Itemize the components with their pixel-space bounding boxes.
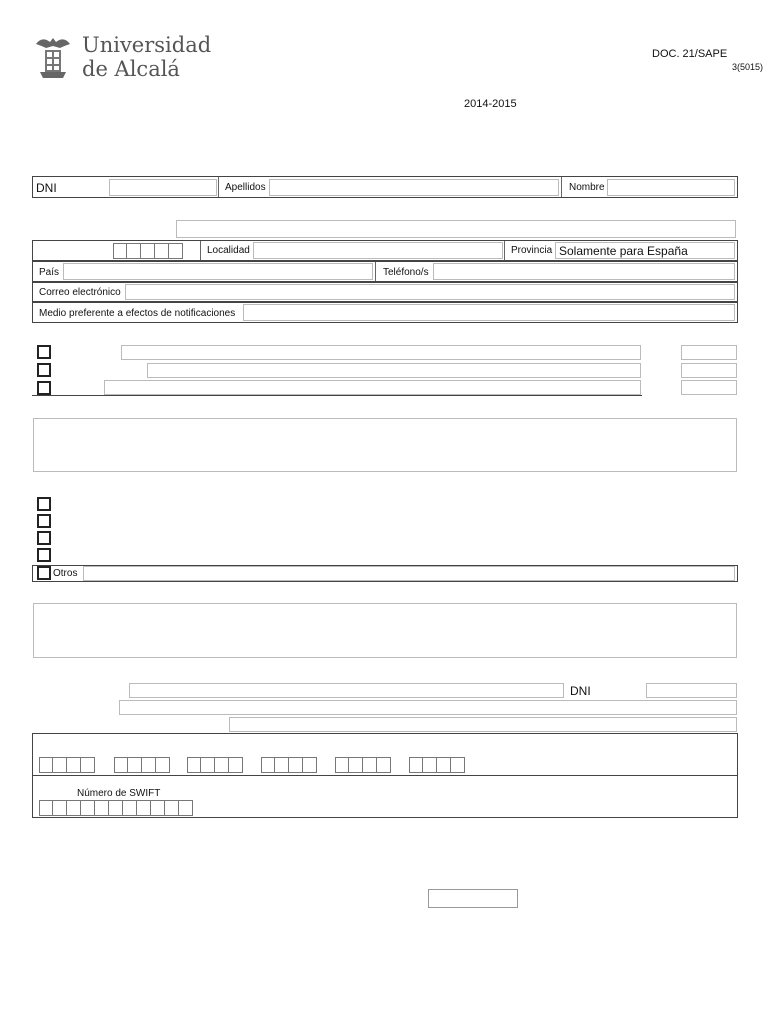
studies-input-2[interactable]	[147, 363, 641, 378]
province-value: Solamente para España	[559, 244, 688, 258]
digit-box[interactable]	[303, 757, 317, 773]
digit-box[interactable]	[187, 757, 201, 773]
digit-box[interactable]	[39, 800, 53, 816]
row-divider	[200, 241, 201, 260]
digit-box[interactable]	[114, 757, 128, 773]
studies-input-1[interactable]	[121, 345, 641, 360]
email-label: Correo electrónico	[39, 287, 121, 298]
email-input[interactable]	[125, 284, 735, 300]
digit-box[interactable]	[335, 757, 349, 773]
digit-box[interactable]	[151, 800, 165, 816]
digit-box[interactable]	[377, 757, 391, 773]
digit-box[interactable]	[155, 243, 169, 259]
iban-group-3[interactable]	[187, 757, 243, 773]
studies-side-input-1[interactable]	[681, 345, 737, 360]
iban-group-6[interactable]	[409, 757, 465, 773]
postal-code-boxes[interactable]	[113, 243, 183, 259]
studies-checkbox-2[interactable]	[37, 363, 51, 377]
iban-group-4[interactable]	[261, 757, 317, 773]
digit-box[interactable]	[201, 757, 215, 773]
digit-box[interactable]	[81, 800, 95, 816]
iban-group-5[interactable]	[335, 757, 391, 773]
holder-dni-label: DNI	[570, 684, 591, 698]
row-divider	[375, 262, 376, 281]
notification-row	[32, 302, 738, 323]
digit-box[interactable]	[141, 243, 155, 259]
iban-group-1[interactable]	[39, 757, 95, 773]
digit-box[interactable]	[437, 757, 451, 773]
digit-box[interactable]	[409, 757, 423, 773]
digit-box[interactable]	[179, 800, 193, 816]
row-divider	[561, 177, 562, 197]
reason-checkbox-2[interactable]	[37, 514, 51, 528]
locality-label: Localidad	[207, 245, 250, 256]
studies-input-3[interactable]	[104, 380, 641, 395]
personal-data-row	[32, 176, 738, 198]
notification-label: Medio preferente a efectos de notificaciones	[39, 308, 236, 319]
digit-box[interactable]	[67, 757, 81, 773]
surnames-input[interactable]	[269, 179, 559, 196]
address-input[interactable]	[176, 220, 736, 238]
studies-checkbox-3[interactable]	[37, 381, 51, 395]
province-label: Provincia	[511, 245, 553, 256]
digit-box[interactable]	[229, 757, 243, 773]
locality-row	[32, 240, 738, 261]
digit-box[interactable]	[39, 757, 53, 773]
digit-box[interactable]	[137, 800, 151, 816]
dni-label: DNI	[36, 181, 57, 195]
university-name-line1: Universidad	[82, 33, 212, 57]
other-reason-row	[32, 565, 738, 582]
locality-input[interactable]	[253, 242, 503, 259]
digit-box[interactable]	[109, 800, 123, 816]
reason-checkbox-4[interactable]	[37, 548, 51, 562]
other-reason-checkbox[interactable]	[37, 566, 51, 580]
digit-box[interactable]	[113, 243, 127, 259]
studies-side-input-3[interactable]	[681, 380, 737, 395]
digit-box[interactable]	[53, 757, 67, 773]
digit-box[interactable]	[123, 800, 137, 816]
bank-name-input[interactable]	[119, 700, 737, 715]
row-divider	[218, 177, 219, 197]
observations-textarea[interactable]	[33, 603, 737, 658]
bank-account-box	[32, 733, 738, 818]
digit-box[interactable]	[128, 757, 142, 773]
digit-box[interactable]	[215, 757, 229, 773]
holder-name-input[interactable]	[129, 683, 564, 698]
divider-line	[33, 775, 737, 776]
digit-box[interactable]	[261, 757, 275, 773]
academic-year: 2014-2015	[464, 98, 517, 110]
holder-dni-input[interactable]	[646, 683, 737, 698]
date-input[interactable]	[428, 889, 518, 908]
phone-input[interactable]	[433, 263, 735, 280]
country-row	[32, 261, 738, 282]
swift-boxes[interactable]	[39, 800, 193, 816]
digit-box[interactable]	[289, 757, 303, 773]
doc-code: DOC. 21/SAPE	[652, 48, 728, 60]
digit-box[interactable]	[349, 757, 363, 773]
swift-label: Número de SWIFT	[77, 788, 161, 799]
reason-checkbox-1[interactable]	[37, 497, 51, 511]
digit-box[interactable]	[142, 757, 156, 773]
university-name-line2: de Alcalá	[82, 57, 180, 81]
phone-label: Teléfono/s	[383, 267, 429, 278]
iban-group-2[interactable]	[114, 757, 170, 773]
reason-checkbox-3[interactable]	[37, 531, 51, 545]
digit-box[interactable]	[363, 757, 377, 773]
dni-input[interactable]	[109, 179, 217, 196]
digit-box[interactable]	[169, 243, 183, 259]
province-input[interactable]	[555, 242, 735, 259]
digit-box[interactable]	[275, 757, 289, 773]
surnames-label: Apellidos	[225, 182, 266, 193]
crest-icon	[30, 34, 76, 80]
digit-box[interactable]	[67, 800, 81, 816]
digit-box[interactable]	[165, 800, 179, 816]
email-row	[32, 282, 738, 302]
studies-side-input-2[interactable]	[681, 363, 737, 378]
bank-address-input[interactable]	[229, 717, 737, 732]
digit-box[interactable]	[127, 243, 141, 259]
name-input[interactable]	[607, 179, 735, 196]
university-logo	[30, 33, 212, 84]
notification-input[interactable]	[243, 304, 735, 321]
digit-box[interactable]	[451, 757, 465, 773]
digit-box[interactable]	[156, 757, 170, 773]
digit-box[interactable]	[423, 757, 437, 773]
digit-box[interactable]	[95, 800, 109, 816]
digit-box[interactable]	[81, 757, 95, 773]
doc-code-sub: 3(5015)	[732, 62, 764, 72]
country-label: País	[39, 267, 60, 278]
details-textarea[interactable]	[33, 418, 737, 472]
name-label: Nombre	[569, 182, 605, 193]
other-label: Otros	[53, 568, 78, 579]
studies-checkbox-1[interactable]	[37, 345, 51, 359]
divider-line	[32, 395, 642, 396]
digit-box[interactable]	[53, 800, 67, 816]
row-divider	[504, 241, 505, 260]
other-reason-input[interactable]	[83, 566, 735, 581]
country-input[interactable]	[63, 263, 373, 280]
